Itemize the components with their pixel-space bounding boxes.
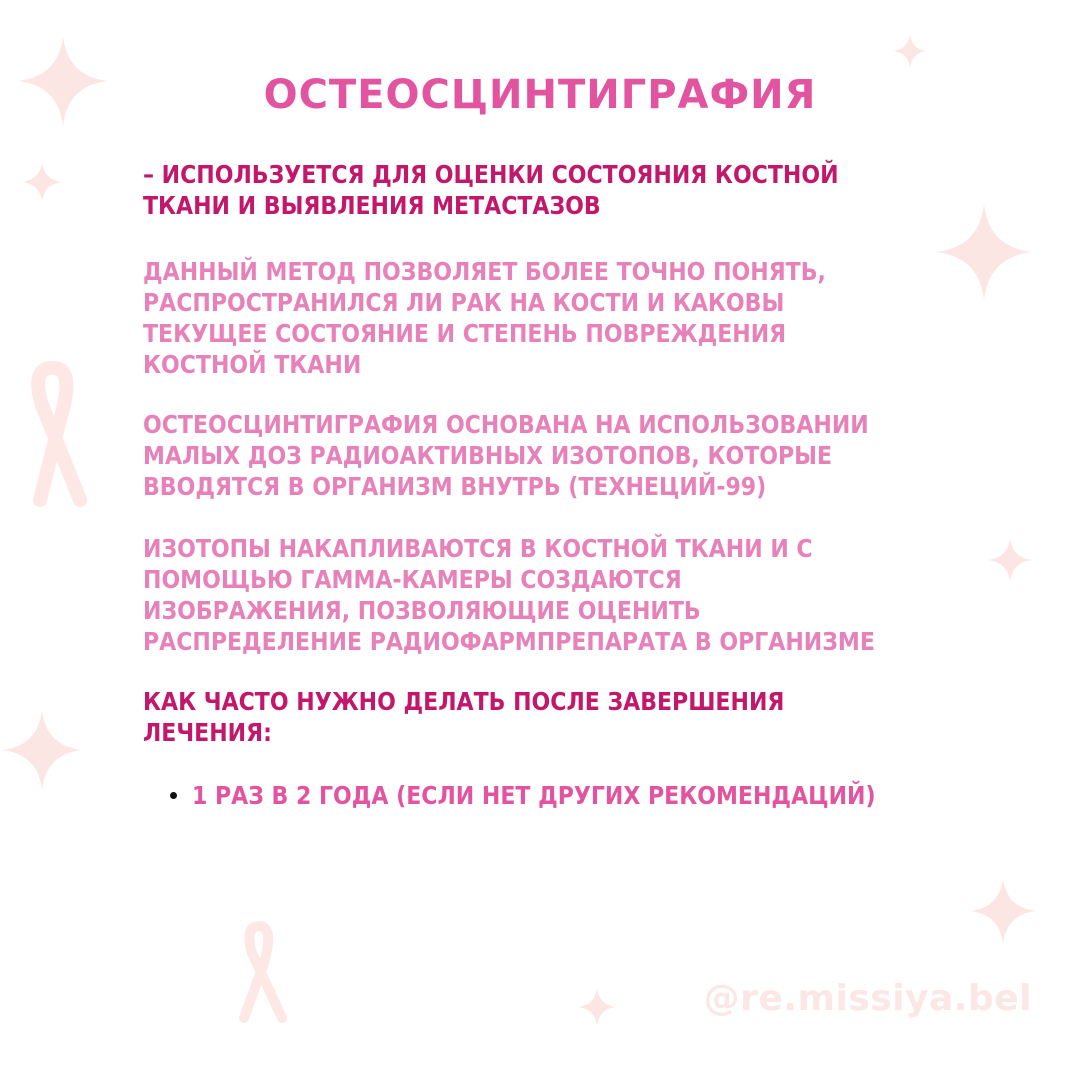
paragraph-method: ДАННЫЙ МЕТОД ПОЗВОЛЯЕТ БОЛЕЕ ТОЧНО ПОНЯТЬ, РАСПРОСТРАНИЛСЯ ЛИ РАК НА КОСТИ И КАКОВЫ ТЕКУЩЕЕ СОСТОЯНИЕ И СТЕПЕНЬ ПОВРЕЖДЕНИЯ КОСТНОЙ ТКАНИ [143,257,826,379]
paragraph-gamma-camera: ИЗОТОПЫ НАКАПЛИВАЮТСЯ В КОСТНОЙ ТКАНИ И С ПОМОЩЬЮ ГАММА-КАМЕРЫ СОЗДАЮТСЯ ИЗОБРАЖЕНИЯ, ПОЗВОЛЯЮЩИЕ ОЦЕНИТЬ РАСПРЕДЕЛЕНИЕ РАДИОФАРМПРЕПАРАТА В ОРГАНИЗМЕ [143,534,875,656]
frequency-heading: КАК ЧАСТО НУЖНО ДЕЛАТЬ ПОСЛЕ ЗАВЕРШЕНИЯ ЛЕЧЕНИЯ: [143,687,785,747]
intro-text: – ИСПОЛЬЗУЕТСЯ ДЛЯ ОЦЕНКИ СОСТОЯНИЯ КОСТНОЙ ТКАНИ И ВЫЯВЛЕНИЯ МЕТАСТАЗОВ [143,160,839,220]
bullet-text: 1 РАЗ В 2 ГОДА (ЕСЛИ НЕТ ДРУГИХ РЕКОМЕНДАЦИЙ) [192,781,876,810]
list-item [170,780,990,811]
paragraph-isotopes: ОСТЕОСЦИНТИГРАФИЯ ОСНОВАНА НА ИСПОЛЬЗОВАНИИ МАЛЫХ ДОЗ РАДИОАКТИВНЫХ ИЗОТОПОВ, КОТОРЫЕ ВВОДЯТСЯ В ОРГАНИЗМ ВНУТРЬ (ТЕХНЕЦИЙ-99) [143,410,869,501]
watermark: @re.missiya.bel [703,978,1032,1019]
bullet-dot-icon [170,792,177,799]
page-title: ОСТЕОСЦИНТИГРАФИЯ [263,72,817,118]
